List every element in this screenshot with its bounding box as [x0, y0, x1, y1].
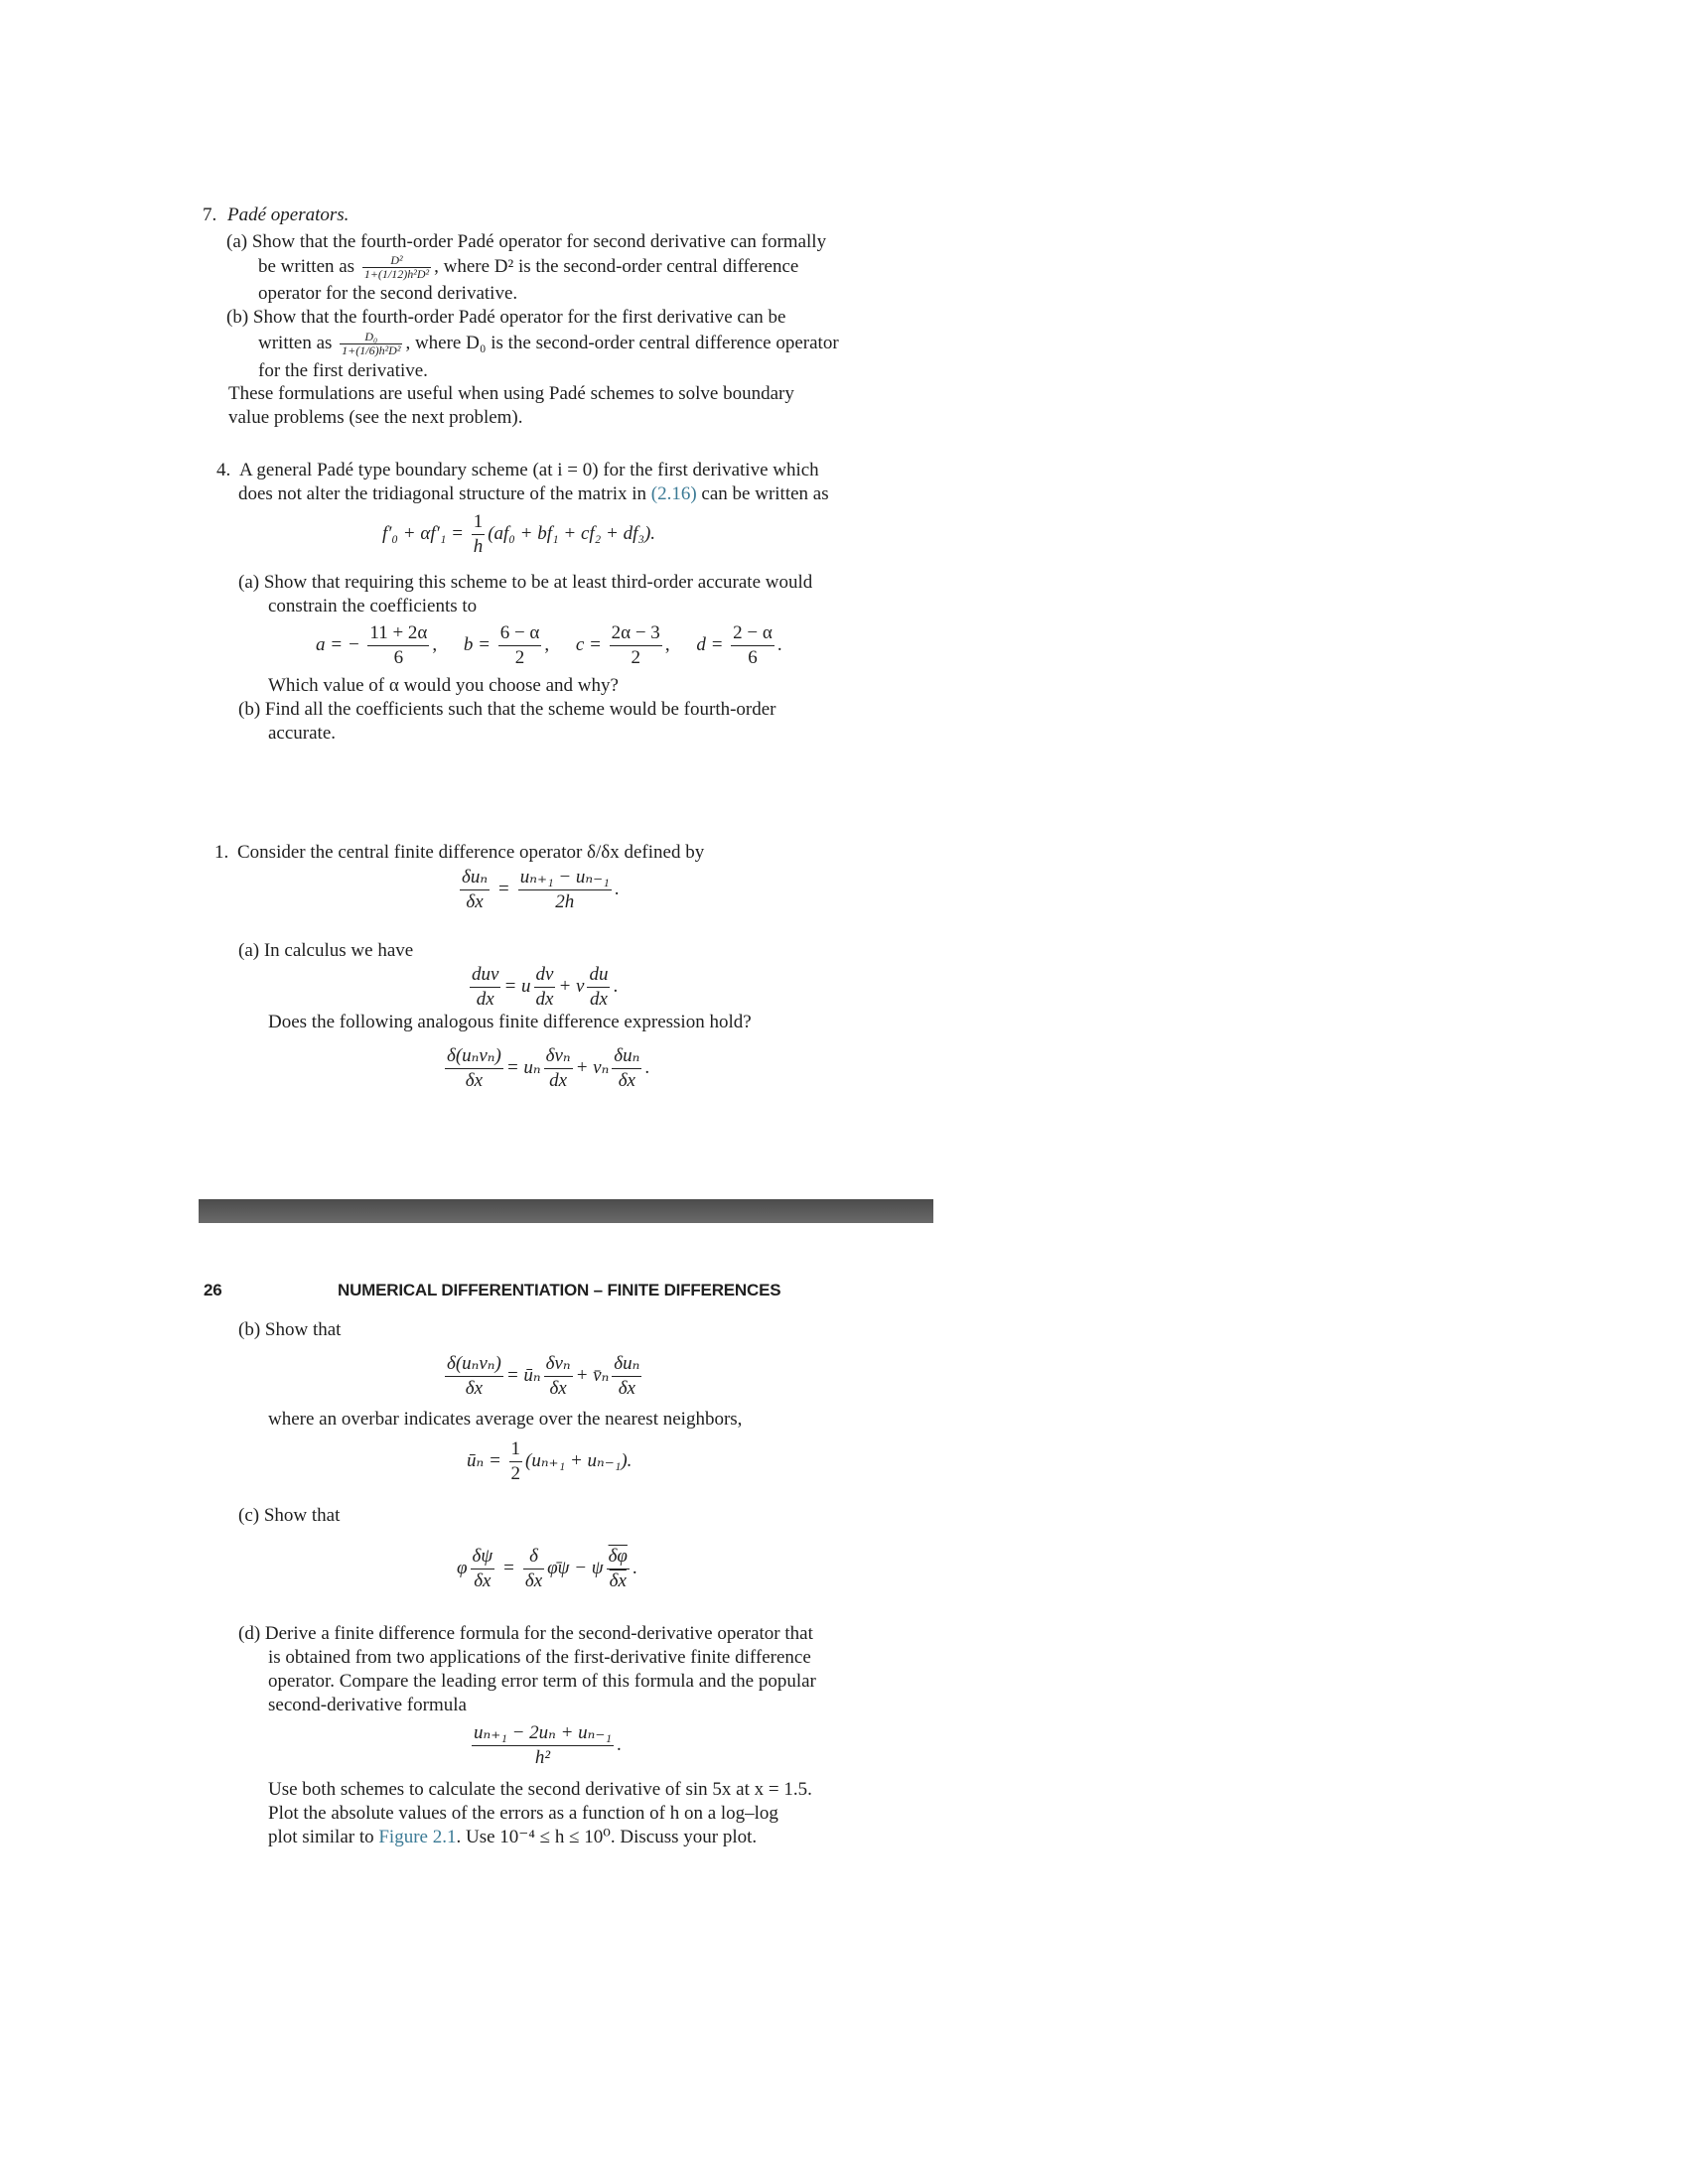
- d-fraction: [472, 1721, 614, 1770]
- text: , where D₀ is the second-order central difference operator: [405, 332, 839, 353]
- def-lhs-fraction: [460, 866, 490, 914]
- frac-num: δuₙ: [612, 1352, 641, 1377]
- problem1-b-intro: (b) Show that: [238, 1319, 342, 1340]
- coef-a-fraction: [367, 621, 429, 670]
- page-number: 26: [204, 1281, 222, 1299]
- frac-den: 1+(1/6)h²D²: [342, 343, 401, 357]
- frac-num: dv: [534, 963, 556, 988]
- text: A general Padé type boundary scheme (at i = 0) for the first derivative which: [239, 460, 819, 480]
- text: . Use 10⁻⁴ ≤ h ≤ 10⁰. Discuss your plot.: [456, 1827, 758, 1847]
- problem4-a-line1: (a) Show that requiring this scheme to be at least third-order accurate would: [238, 572, 813, 593]
- problem1-use-line3: [268, 1826, 757, 1849]
- frac-num: δvₙ: [544, 1044, 573, 1069]
- period: .: [614, 878, 620, 899]
- frac-den: δx: [524, 1570, 543, 1591]
- frac-num: 1: [509, 1437, 523, 1462]
- frac-den: δx: [549, 1378, 567, 1399]
- avg-rhs: (uₙ₊₁ + uₙ₋₁).: [525, 1449, 633, 1471]
- problem4-which: Which value of α would you choose and why?: [268, 675, 619, 696]
- comma: ,: [544, 633, 550, 655]
- averaged-product-rule: [442, 1352, 644, 1401]
- avg-lhs: ūₙ =: [467, 1449, 501, 1471]
- pade-first-derivative-fraction: [340, 331, 402, 357]
- fd-rhs-fraction: [612, 1044, 641, 1093]
- text: , where D² is the second-order central difference: [434, 255, 799, 277]
- frac-den: dx: [476, 989, 494, 1010]
- calculus-product-rule: [467, 963, 618, 1012]
- frac-num: δ: [523, 1545, 544, 1570]
- frac-num: δuₙ: [612, 1044, 641, 1069]
- second-derivative-formula: [469, 1721, 622, 1770]
- def-rhs-fraction: [518, 866, 612, 914]
- period: .: [632, 1557, 637, 1578]
- coef-b-lhs: b =: [463, 633, 491, 655]
- problem7-a-line2: [258, 254, 798, 281]
- c-rhs-fraction: [607, 1545, 630, 1593]
- boundary-scheme-equation: [382, 510, 655, 559]
- eq-lhs: f′₀ + αf′₁ =: [382, 522, 464, 544]
- problem-number: 1.: [214, 842, 229, 863]
- frac-den: δx: [465, 1378, 484, 1399]
- problem7-note-line2: value problems (see the next problem).: [228, 407, 523, 428]
- frac-den: h²: [534, 1747, 551, 1768]
- frac-num: 11 + 2α: [367, 621, 429, 646]
- problem7-b-line1: (b) Show that the fourth-order Padé operator for the first derivative can be: [226, 307, 786, 328]
- b-mid1: = ūₙ: [505, 1364, 541, 1386]
- text: Consider the central finite difference operator δ/δx defined by: [237, 842, 705, 863]
- avg-fraction: [509, 1437, 523, 1486]
- calc-lhs-fraction: [470, 963, 500, 1012]
- text: can be written as: [701, 483, 829, 504]
- problem1-line1: [214, 841, 704, 865]
- c-mid-fraction: [523, 1545, 544, 1593]
- fd-mid2: + vₙ: [575, 1056, 610, 1078]
- frac-den: 6: [393, 647, 404, 668]
- frac-den: 2h: [555, 891, 575, 912]
- problem1-a-intro: (a) In calculus we have: [238, 940, 414, 961]
- page-break-bar: [199, 1199, 933, 1223]
- eq-rhs: (af₀ + bf₁ + cf₂ + df₃).: [488, 522, 656, 544]
- b-rhs-fraction: [612, 1352, 641, 1401]
- frac-num: uₙ₊₁ − uₙ₋₁: [518, 866, 612, 890]
- frac-den: 2: [510, 1463, 521, 1484]
- problem-number: 7.: [203, 205, 217, 225]
- text: plot similar to: [268, 1827, 374, 1847]
- frac-num: 6 − α: [498, 621, 542, 646]
- text: does not alter the tridiagonal structure of the matrix in: [238, 483, 647, 504]
- problem1-use-line1: Use both schemes to calculate the second derivative of sin 5x at x = 1.5.: [268, 1779, 812, 1800]
- pade-second-derivative-fraction: [362, 254, 431, 281]
- problem1-use-line2: Plot the absolute values of the errors as a function of h on a log–log: [268, 1803, 778, 1824]
- frac-num: D₀: [340, 331, 402, 344]
- frac-den: δx: [618, 1070, 635, 1091]
- coef-d-fraction: [731, 621, 774, 670]
- frac-den: 2: [514, 647, 525, 668]
- frac-den: δx: [609, 1570, 627, 1591]
- frac-num: D²: [362, 254, 431, 268]
- period: .: [613, 975, 619, 997]
- frac-num: 2 − α: [731, 621, 774, 646]
- period: .: [776, 633, 782, 655]
- frac-num: du: [587, 963, 610, 988]
- problem4-b-line1: (b) Find all the coefficients such that the scheme would be fourth-order: [238, 699, 776, 720]
- problem1-d-line4: second-derivative formula: [268, 1695, 467, 1715]
- frac-den: δx: [474, 1570, 492, 1591]
- frac-den: dx: [590, 989, 608, 1010]
- central-difference-definition: [457, 866, 620, 914]
- problem7-heading: [203, 204, 349, 227]
- equals: =: [498, 878, 509, 899]
- frac-num: 1: [472, 510, 486, 535]
- frac-num: δ(uₙvₙ): [445, 1352, 503, 1377]
- frac-den: 6: [748, 647, 758, 668]
- calc-mid1: = u: [503, 975, 531, 997]
- problem-title: Padé operators.: [227, 205, 350, 225]
- frac-den: 2: [631, 647, 640, 668]
- frac-num: duv: [470, 963, 500, 988]
- b-lhs-fraction: [445, 1352, 503, 1401]
- frac-den: dx: [535, 989, 554, 1010]
- coef-c-lhs: c =: [575, 633, 602, 655]
- problem4-a-line2: constrain the coefficients to: [268, 596, 478, 616]
- frac-den: δx: [618, 1378, 635, 1399]
- problem1-a-question: Does the following analogous finite difference expression hold?: [268, 1012, 752, 1032]
- period: .: [617, 1733, 622, 1755]
- problem4-line2: [238, 482, 829, 506]
- problem1-b-where: where an overbar indicates average over the nearest neighbors,: [268, 1409, 743, 1430]
- calc-mid-fraction: [534, 963, 556, 1012]
- problem7-a-line3: operator for the second derivative.: [258, 283, 518, 304]
- frac-den: h: [473, 536, 484, 557]
- phibar-psi-term: φ̄ψ − ψ: [547, 1557, 604, 1578]
- coef-a-lhs: a = −: [316, 633, 360, 655]
- frac-den: δx: [466, 891, 484, 912]
- eq-fraction: [472, 510, 486, 559]
- fd-mid1: = uₙ: [505, 1056, 541, 1078]
- frac-num: δ(uₙvₙ): [445, 1044, 503, 1069]
- frac-den: dx: [549, 1070, 568, 1091]
- fd-mid-fraction: [544, 1044, 573, 1093]
- average-definition: [467, 1437, 632, 1486]
- frac-den: δx: [465, 1070, 484, 1091]
- problem7-b-line3: for the first derivative.: [258, 360, 428, 381]
- problem4-line1: [216, 459, 819, 482]
- running-header: NUMERICAL DIFFERENTIATION – FINITE DIFFERENCES: [338, 1281, 781, 1299]
- problem1-d-line3: operator. Compare the leading error term of this formula and the popular: [268, 1671, 816, 1692]
- problem4-b-line2: accurate.: [268, 723, 337, 744]
- frac-den: 1+(1/12)h²D²: [363, 267, 430, 281]
- equation-reference-link[interactable]: (2.16): [650, 483, 697, 504]
- c-lhs-fraction: [471, 1545, 495, 1593]
- problem7-b-line2: [258, 331, 839, 357]
- frac-num: 2α − 3: [610, 621, 662, 646]
- problem1-c-intro: (c) Show that: [238, 1505, 341, 1526]
- equals: =: [503, 1557, 514, 1578]
- fd-lhs-fraction: [445, 1044, 503, 1093]
- period: .: [644, 1056, 650, 1078]
- text: be written as: [258, 255, 355, 277]
- frac-num: δvₙ: [544, 1352, 573, 1377]
- frac-num: δuₙ: [460, 866, 490, 890]
- identity-equation: [457, 1545, 637, 1593]
- phi: φ: [457, 1557, 468, 1578]
- calc-mid2: + v: [558, 975, 585, 997]
- problem7-a-line1: (a) Show that the fourth-order Padé operator for second derivative can formally: [226, 231, 827, 252]
- comma: ,: [432, 633, 438, 655]
- frac-num: δψ: [471, 1545, 495, 1570]
- comma: ,: [664, 633, 670, 655]
- text: written as: [258, 332, 333, 353]
- finite-difference-product-rule: [442, 1044, 649, 1093]
- coef-b-fraction: [498, 621, 542, 670]
- problem1-d-line1: (d) Derive a finite difference formula for the second-derivative operator that: [238, 1623, 813, 1644]
- b-mid-fraction: [544, 1352, 573, 1401]
- coefficients-equation: [316, 621, 782, 670]
- frac-num: δφ: [607, 1545, 630, 1570]
- coef-d-lhs: d =: [696, 633, 724, 655]
- problem1-d-line2: is obtained from two applications of the first-derivative finite difference: [268, 1647, 811, 1668]
- figure-reference-link[interactable]: Figure 2.1: [378, 1827, 457, 1847]
- problem-number: 4.: [216, 460, 231, 480]
- b-mid2: + v̄ₙ: [575, 1364, 610, 1386]
- frac-num: uₙ₊₁ − 2uₙ + uₙ₋₁: [472, 1721, 614, 1746]
- calc-rhs-fraction: [587, 963, 610, 1012]
- problem7-note-line1: These formulations are useful when using Padé schemes to solve boundary: [228, 383, 794, 404]
- coef-c-fraction: [610, 621, 662, 670]
